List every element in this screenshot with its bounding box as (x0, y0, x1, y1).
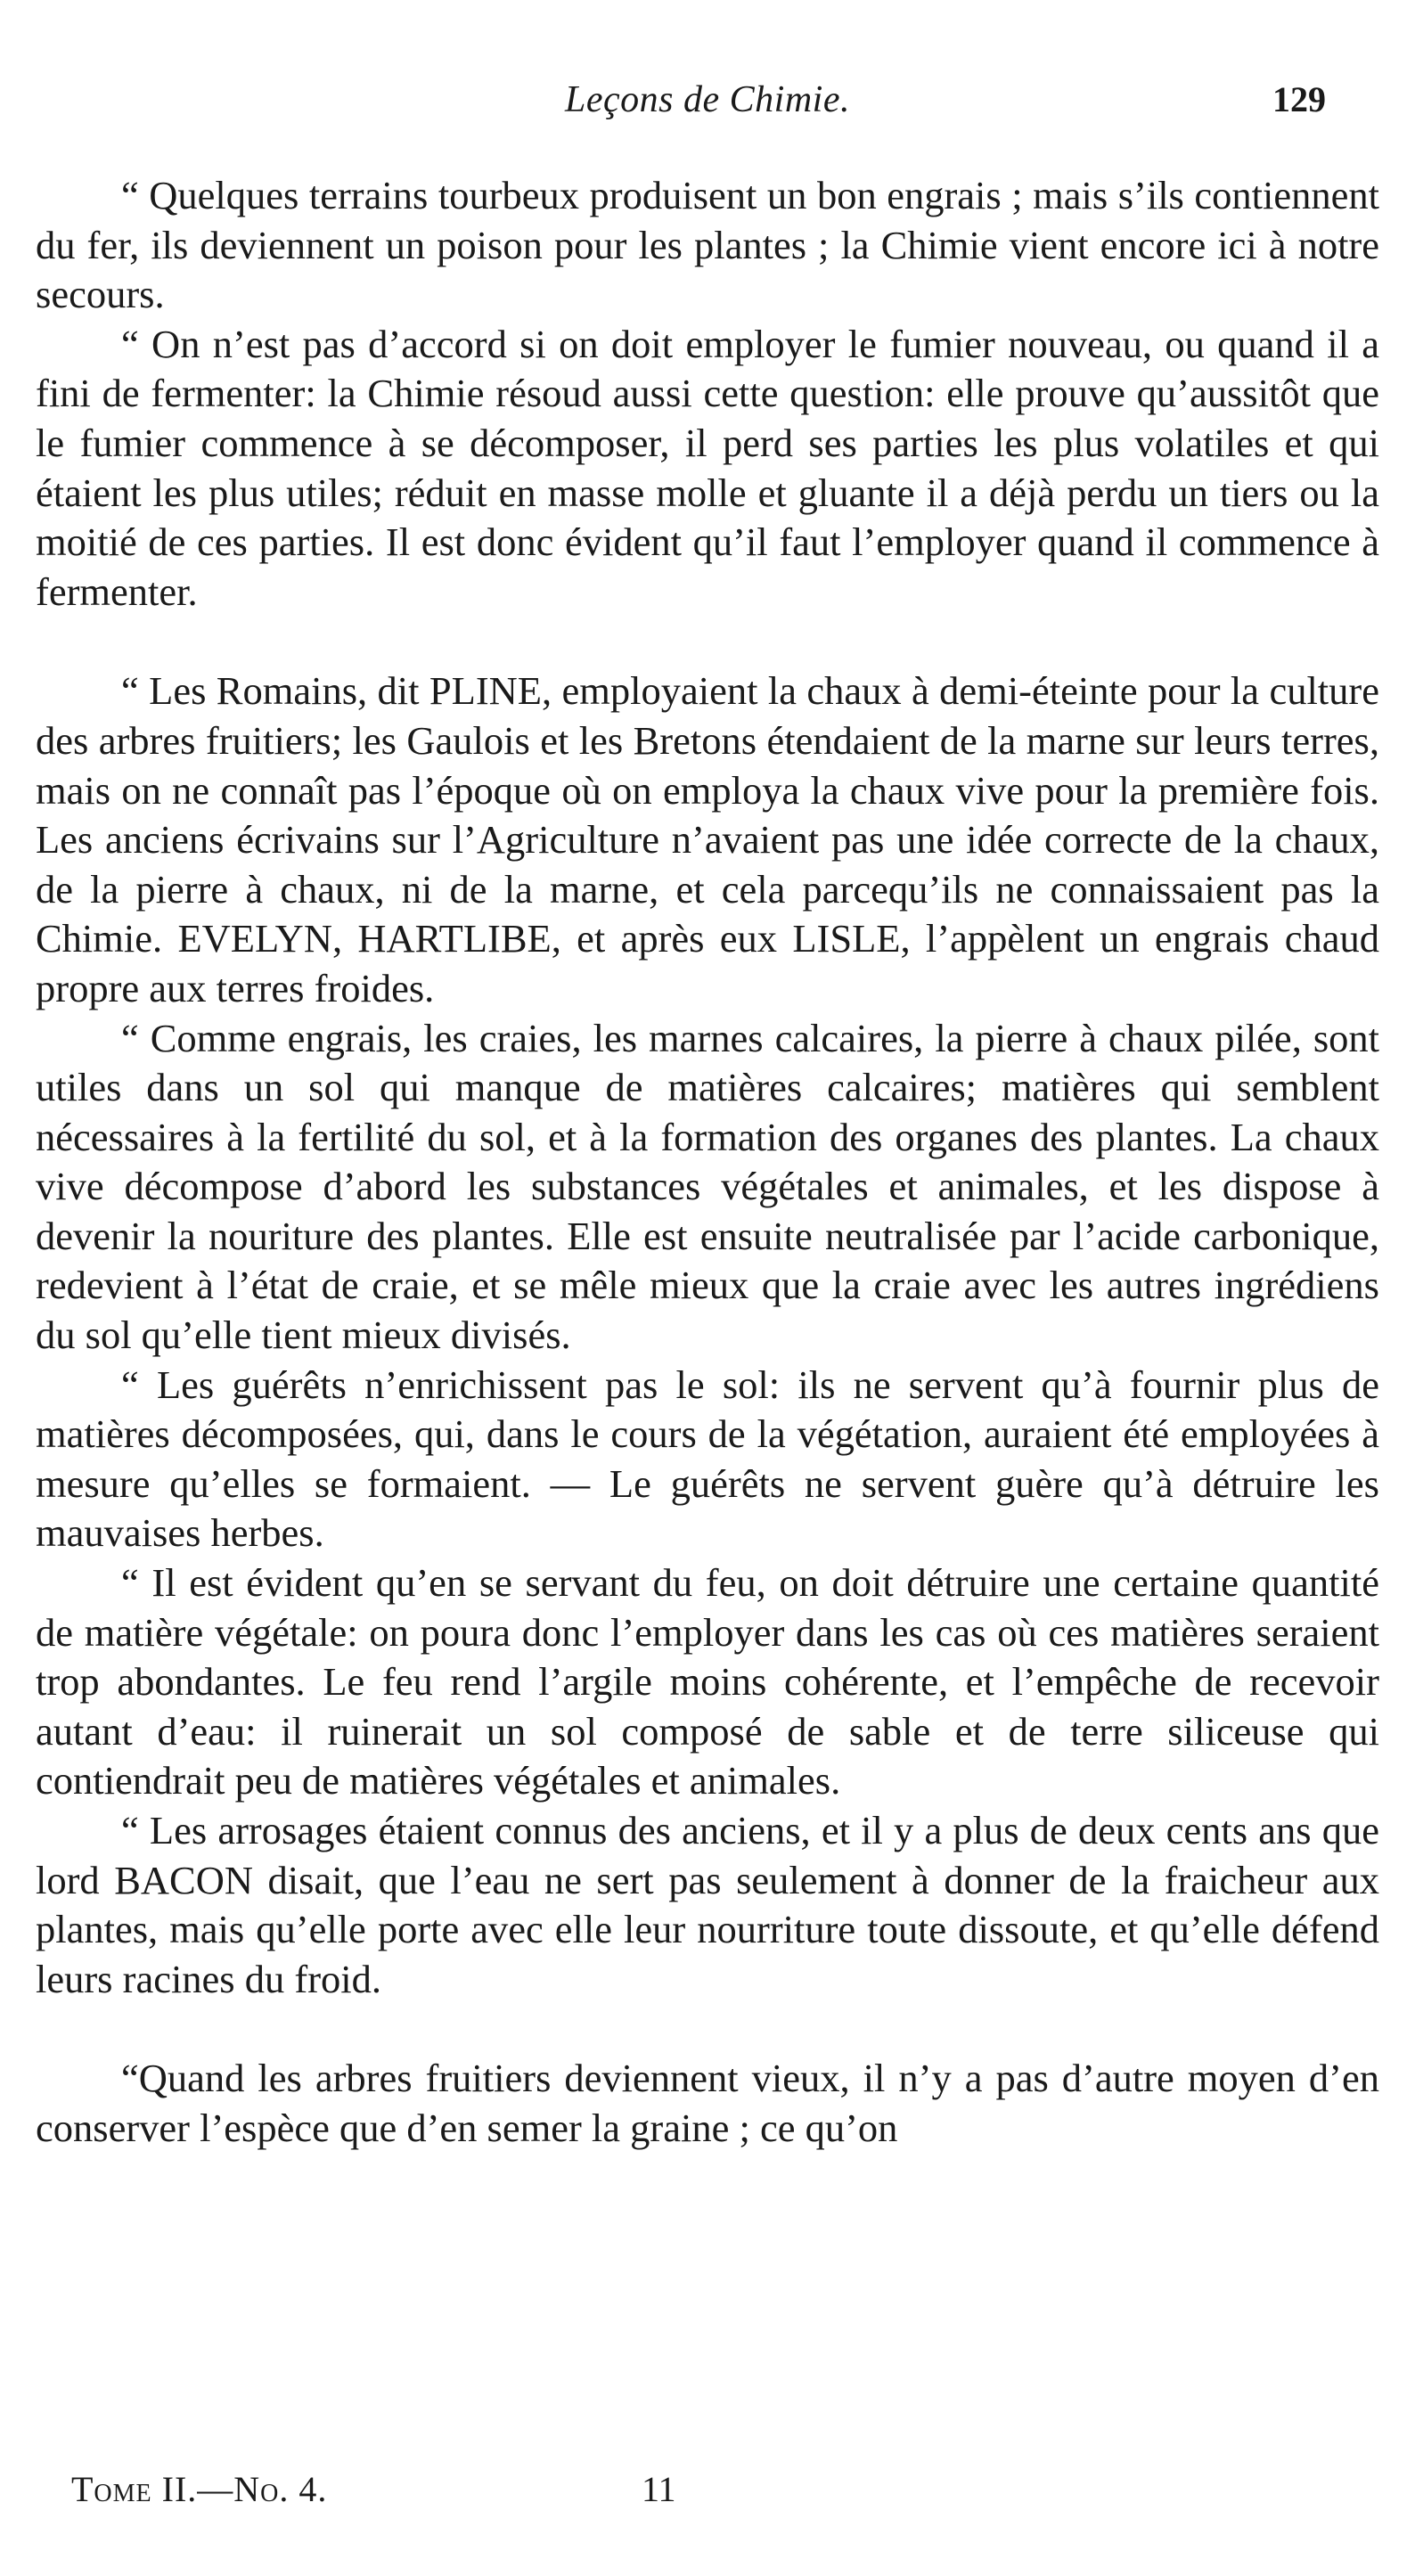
volume-signature: Tome II.—No. 4. (71, 2469, 328, 2509)
paragraph-fire: “ Il est évident qu’en se servant du feu, on doit détruire une certaine quantité de matière végétale: on poura donc l’employer dans les cas où ces matières seraient trop abondantes. Le feu rend l’argile moins cohérente, et l’empêche de recevoir autant d’eau: il ruinerait un sol composé de sable et de terre siliceuse qui contiendrait peu de matières végétales et animales. (36, 1560, 1379, 1803)
running-head (36, 78, 1379, 132)
paragraph-fruit-trees: “Quand les arbres fruitiers deviennent vieux, il n’y a pas d’autre moyen d’en conserver l’espèce que d’en semer la graine ; ce qu’on (36, 2056, 1379, 2150)
paragraph-fallows: “ Les guérêts n’enrichissent pas le sol: ils ne servent qu’à fournir plus de matières décomposées, qui, dans le cours de la végétation, auraient été employées à mesure qu’elles se formaient. — Le guérêts ne servent guère qu’à détruire les mauvaises herbes. (36, 1362, 1379, 1556)
paragraph-romans-lime: “ Les Romains, dit PLINE, employaient la chaux à demi-éteinte pour la culture des arbres fruitiers; les Gaulois et les Bretons étendaient de la marne sur leurs terres, mais on ne connaît pas l’époque où on employa la chaux vive pour la première fois. Les anciens écrivains sur l’Agriculture n’avaient pas une idée correcte de la chaux, de la pierre à chaux, ni de la marne, et cela parcequ’ils ne connaissaient pas la Chimie. EVELYN, HARTLIBE, et après eux LISLE, l’appèlent un engrais chaud propre aux terres froides. (36, 668, 1379, 1010)
paragraph-peat-soils: “ Quelques terrains tourbeux produisent un bon engrais ; mais s’ils contiennent du fer, ils deviennent un poison pour les plantes ; la Chimie vient encore ici à notre secours. (36, 173, 1379, 317)
page-footer (71, 2468, 1319, 2518)
page-number: 129 (1272, 79, 1326, 119)
paragraph-manure: “ On n’est pas d’accord si on doit employer le fumier nouveau, ou quand il a fini de fermenter: la Chimie résoud aussi cette question: elle prouve qu’aussitôt que le fumier commence à se décomposer, il perd ses parties les plus volatiles et qui étaient les plus utiles; réduit en masse molle et gluante il a déjà perdu un tiers ou la moitié de ces parties. Il est donc évident qu’il faut l’employer quand il commence à fermenter. (36, 321, 1379, 614)
body-text (36, 171, 1379, 2154)
running-title: Leçons de Chimie. (565, 79, 850, 120)
paragraph-irrigation: “ Les arrosages étaient connus des anciens, et il y a plus de deux cents ans que lord BACON disait, que l’eau ne sert pas seulement à donner de la fraicheur aux plantes, mais qu’elle porte avec elle leur nourriture toute dissoute, et qu’elle défend leurs racines du froid. (36, 1808, 1379, 2001)
paragraph-chalk-marl: “ Comme engrais, les craies, les marnes calcaires, la pierre à chaux pilée, sont utiles dans un sol qui manque de matières calcaires; matières qui semblent nécessaires à la fertilité du sol, et à la formation des organes des plantes. La chaux vive décompose d’abord les substances végétales et animales, et les dispose à devenir la nouriture des plantes. Elle est ensuite neutralisée par l’acide carbonique, redevient à l’état de craie, et se mêle mieux que la craie avec les autres ingrédiens du sol qu’elle tient mieux divisés. (36, 1015, 1379, 1358)
gathering-mark: 11 (642, 2469, 676, 2509)
